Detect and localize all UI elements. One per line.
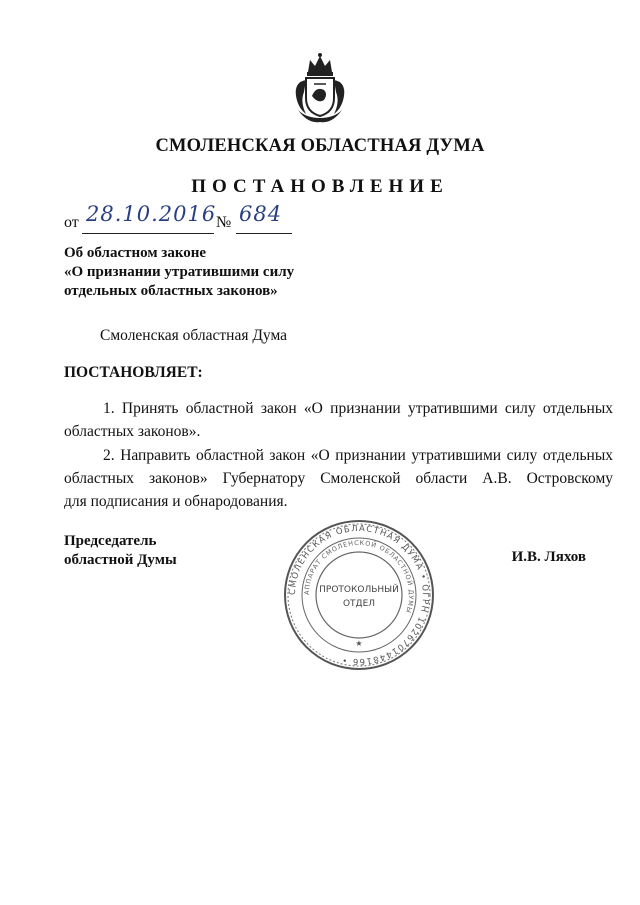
signatory-title-line: областной Думы (64, 552, 177, 568)
resolves-heading: ПОСТАНОВЛЯЕТ: (64, 364, 203, 381)
document-type-title: ПОСТАНОВЛЕНИЕ (191, 176, 449, 197)
stamp-inner-text: АППАРАТ СМОЛЕНСКОЙ ОБЛАСТНОЙ ДУМЫ (302, 538, 416, 615)
number-label: № (216, 214, 232, 231)
date-number-line (64, 202, 304, 231)
item-line: областных законов». (64, 423, 201, 440)
subject-line: Об областном законе (64, 245, 207, 261)
item-line: 1. Принять областной закон «О признании утратившими силу отдельных (103, 400, 613, 417)
resolution-item-2 (64, 444, 613, 513)
intro-paragraph: Смоленская областная Дума (100, 327, 288, 344)
stamp-outer-text: СМОЛЕНСКАЯ ОБЛАСТНАЯ ДУМА • ОГРН 1026701448166 • (287, 523, 431, 667)
handwritten-date: 28.10.2016 (86, 202, 217, 226)
resolution-item-1 (64, 397, 613, 443)
stamp-center-line-1: ПРОТОКОЛЬНЫЙ (319, 585, 399, 595)
handwritten-number: 684 (239, 202, 283, 226)
item-line: областных законов» Губернатору Смоленской области А.В. Островскому (64, 470, 613, 487)
official-stamp (282, 518, 436, 672)
signatory-title (64, 532, 177, 570)
organization-title: СМОЛЕНСКАЯ ОБЛАСТНАЯ ДУМА (155, 136, 485, 156)
date-from-label: от (64, 214, 79, 231)
signatory-title-line: Председатель (64, 533, 157, 549)
signatory-name: И.В. Ляхов (511, 549, 586, 565)
subject-block (64, 244, 294, 301)
subject-line: «О признании утратившими силу (64, 264, 295, 280)
coat-of-arms-emblem (290, 52, 350, 128)
item-line: 2. Направить областной закон «О признании утратившими силу отдельных (103, 447, 613, 464)
item-line: для подписания и обнародования. (64, 493, 288, 510)
number-underline (236, 233, 292, 234)
stamp-center-line-2: ОТДЕЛ (342, 599, 376, 609)
subject-line: отдельных областных законов» (64, 283, 278, 299)
date-underline (82, 233, 214, 234)
svg-text:★: ★ (355, 639, 363, 648)
